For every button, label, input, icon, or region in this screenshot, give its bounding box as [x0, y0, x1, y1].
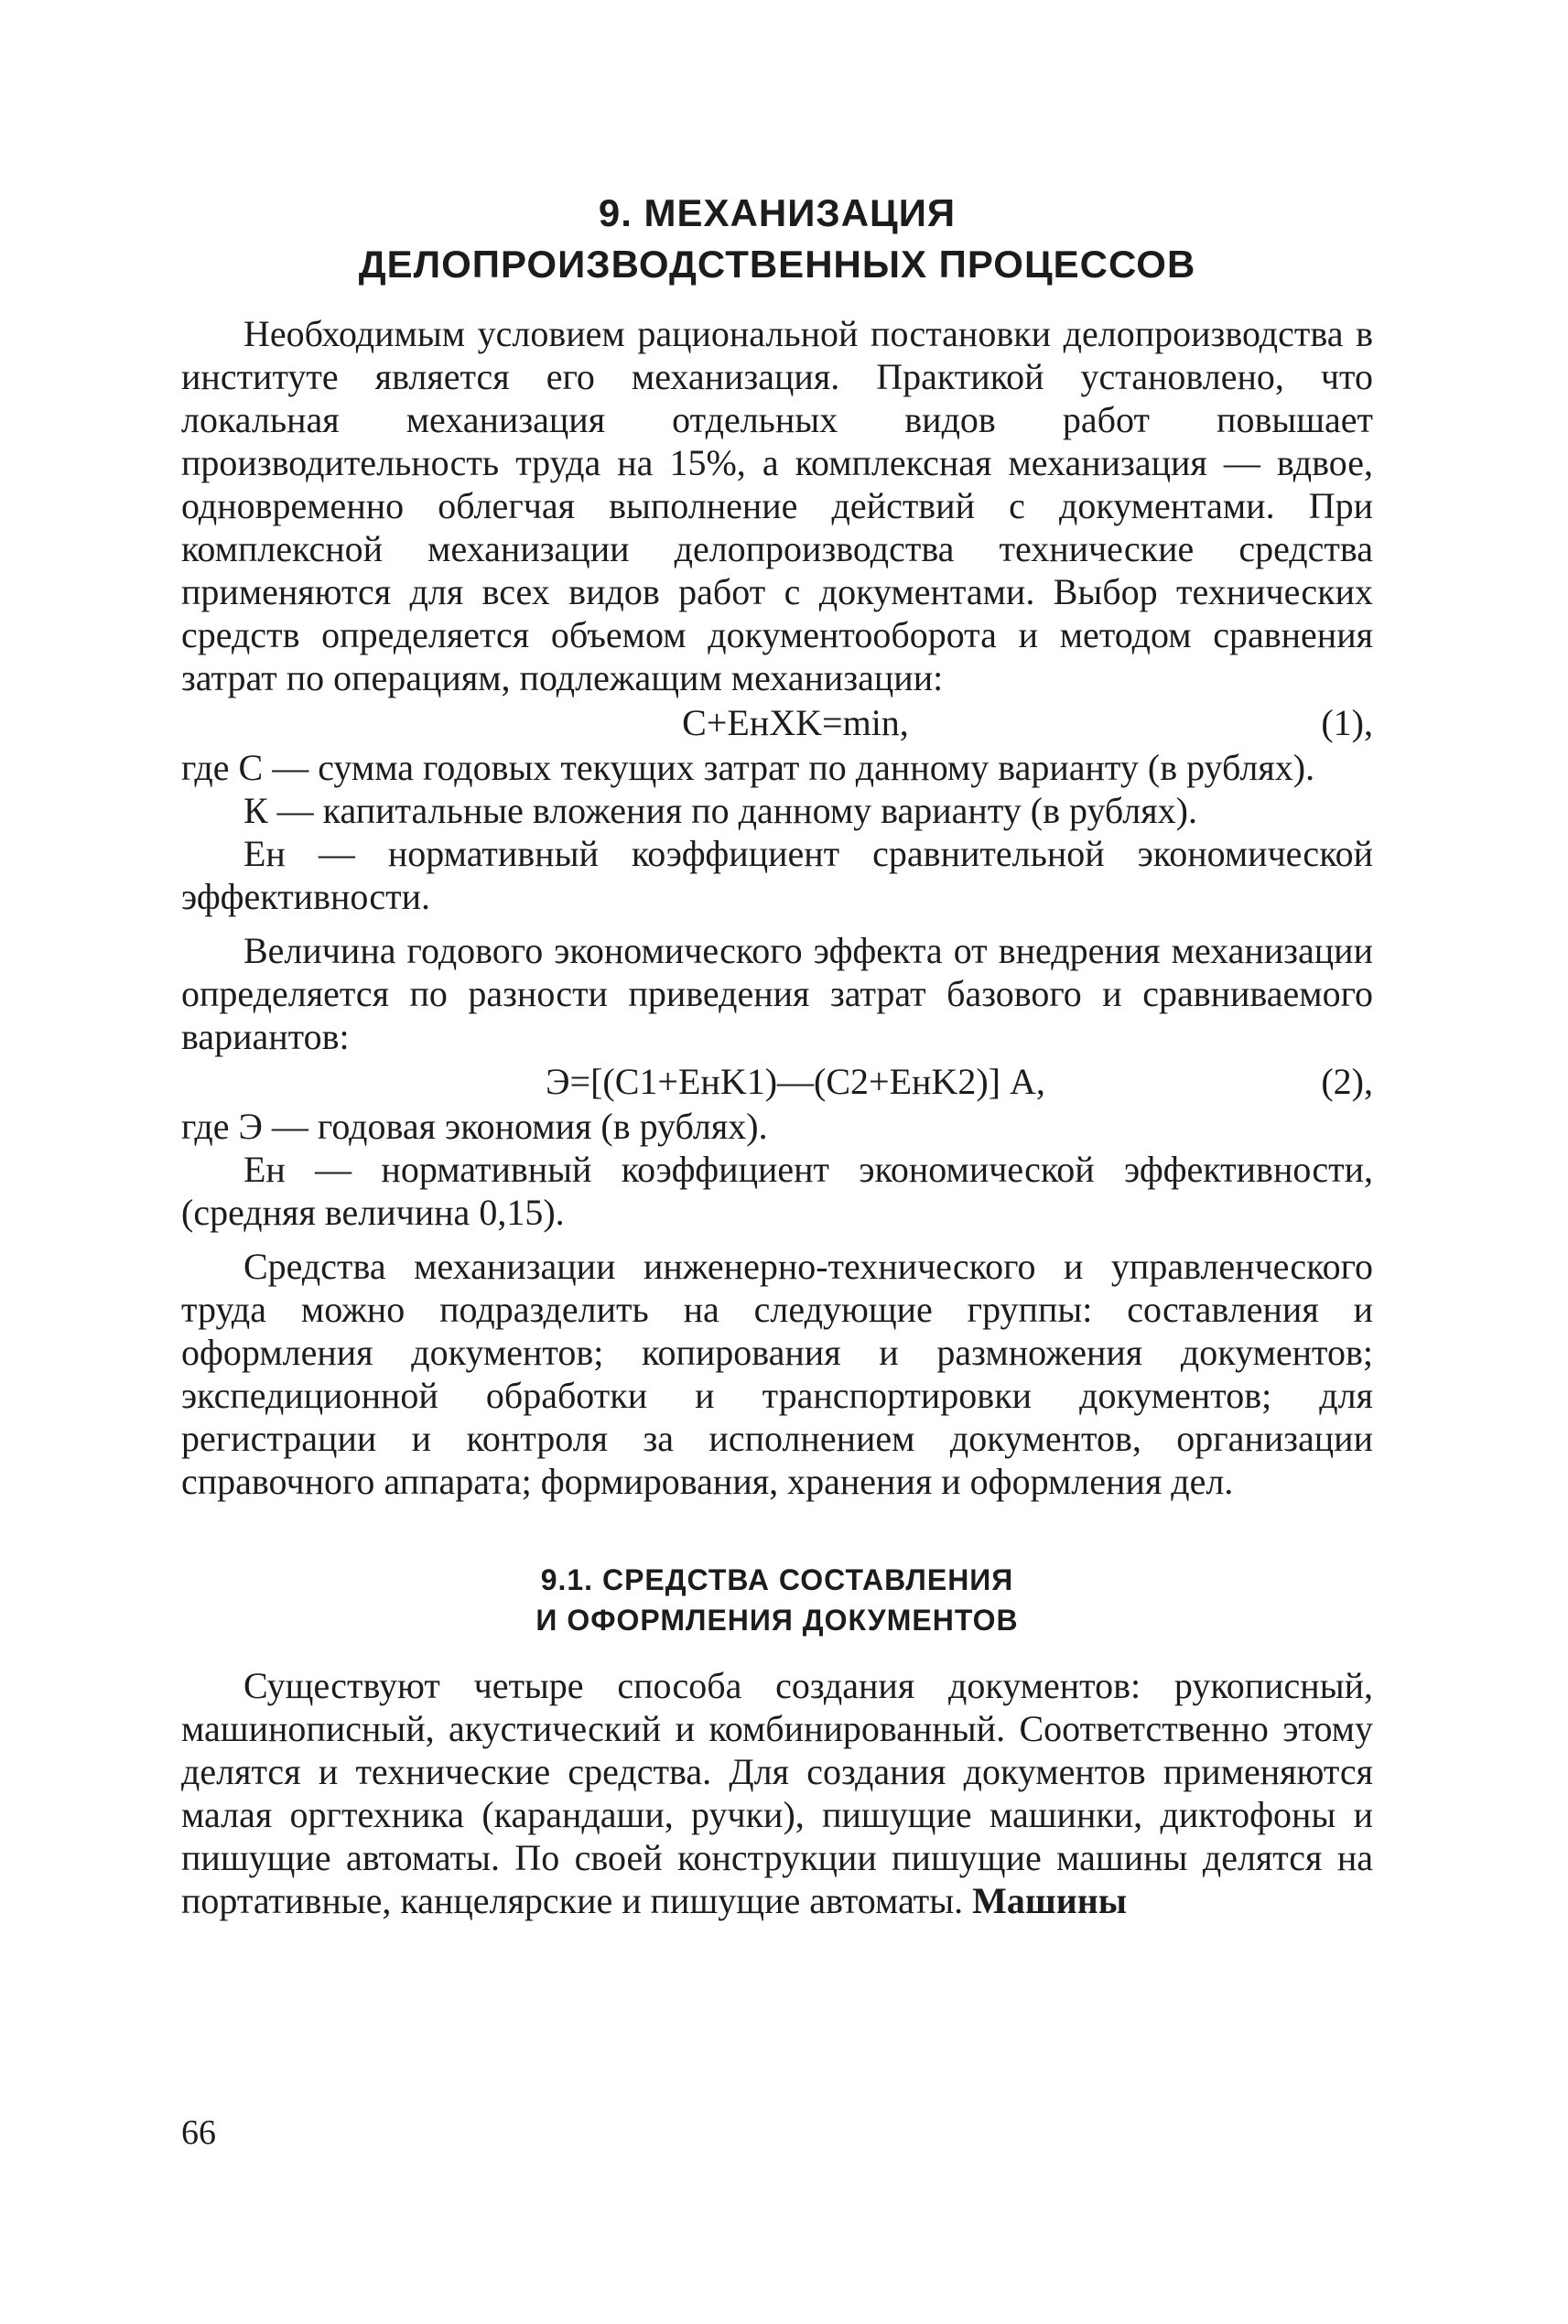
definition-en: Ен — нормативный коэффициент сравнительной экономической эффективности. — [181, 833, 1373, 917]
definition-e: где Э — годовая экономия (в рублях). — [181, 1106, 768, 1147]
formula-2 — [181, 1060, 1373, 1103]
intro-paragraph: Необходимым условием рациональной постановки делопроизводства в институте является его механизация. Практикой установлено, что локальная механизация отдельных видов работ повышает производительность труда на 15%, а комплексная механизация — вдвое, одновременно облегчая выполнение действий с документами. При комплексной механизации делопроизводства технические средства применяются для всех видов работ с документами. Выбор технических средств определяется объемом документооборота и методом сравнения затрат по операциям, подлежащим механизации: — [181, 313, 1373, 698]
subsection-title — [181, 1560, 1373, 1640]
definition-c: где С — сумма годовых текущих затрат по данному варианту (в рублях). — [181, 747, 1315, 788]
definition-k: К — капитальные вложения по данному варианту (в рублях). — [243, 790, 1197, 831]
methods-paragraph — [181, 1664, 1373, 1922]
section-title — [181, 188, 1373, 290]
formula-2-expression: Э=[(C1+EнK1)—(C2+EнK2)] A, — [546, 1061, 1045, 1102]
section-title-line-1: 9. МЕХАНИЗАЦИЯ — [598, 191, 957, 234]
subsection-title-line-1: 9.1. СРЕДСТВА СОСТАВЛЕНИЯ — [540, 1563, 1014, 1596]
subsection-title-line-2: И ОФОРМЛЕНИЯ ДОКУМЕНТОВ — [535, 1604, 1019, 1637]
effect-paragraph: Величина годового экономического эффекта от внедрения механизации определяется по разности приведения затрат базового и сравниваемого вариантов: — [181, 930, 1373, 1057]
groups-paragraph: Средства механизации инженерно-технического и управленческого труда можно подразделить на следующие группы: составления и оформления документов; копирования и размножения документов; экспедиционной обработки и транспортировки документов; для регистрации и контроля за исполнением документов, организации справочного аппарата; формирования, хранения и оформления дел. — [181, 1246, 1373, 1502]
section-title-line-2: ДЕЛОПРОИЗВОДСТВЕННЫХ ПРОЦЕССОВ — [358, 243, 1196, 286]
document-page — [181, 188, 1373, 1922]
methods-paragraph-text: Существуют четыре способа создания документов: рукописный, машинописный, акустический и комбинированный. Соответственно этому делятся и технические средства. Для создания документов применяются малая оргтехника (карандаши, ручки), пишущие машинки, диктофоны и пишущие автоматы. По своей конструкции пишущие машины делятся на портативные, канцелярские и пишущие автоматы. — [181, 1665, 1373, 1921]
formula-2-number: (2), — [1321, 1061, 1373, 1102]
definition-en-2: Ен — нормативный коэффициент экономической эффективности, (средняя величина 0,15). — [181, 1149, 1373, 1233]
formula-1-expression: C+EнXK=min, — [682, 702, 909, 743]
methods-paragraph-bold-tail: Машины — [972, 1880, 1128, 1921]
formula-1-number: (1), — [1321, 702, 1373, 743]
page-number: 66 — [181, 2113, 216, 2152]
formula-1 — [181, 701, 1373, 744]
